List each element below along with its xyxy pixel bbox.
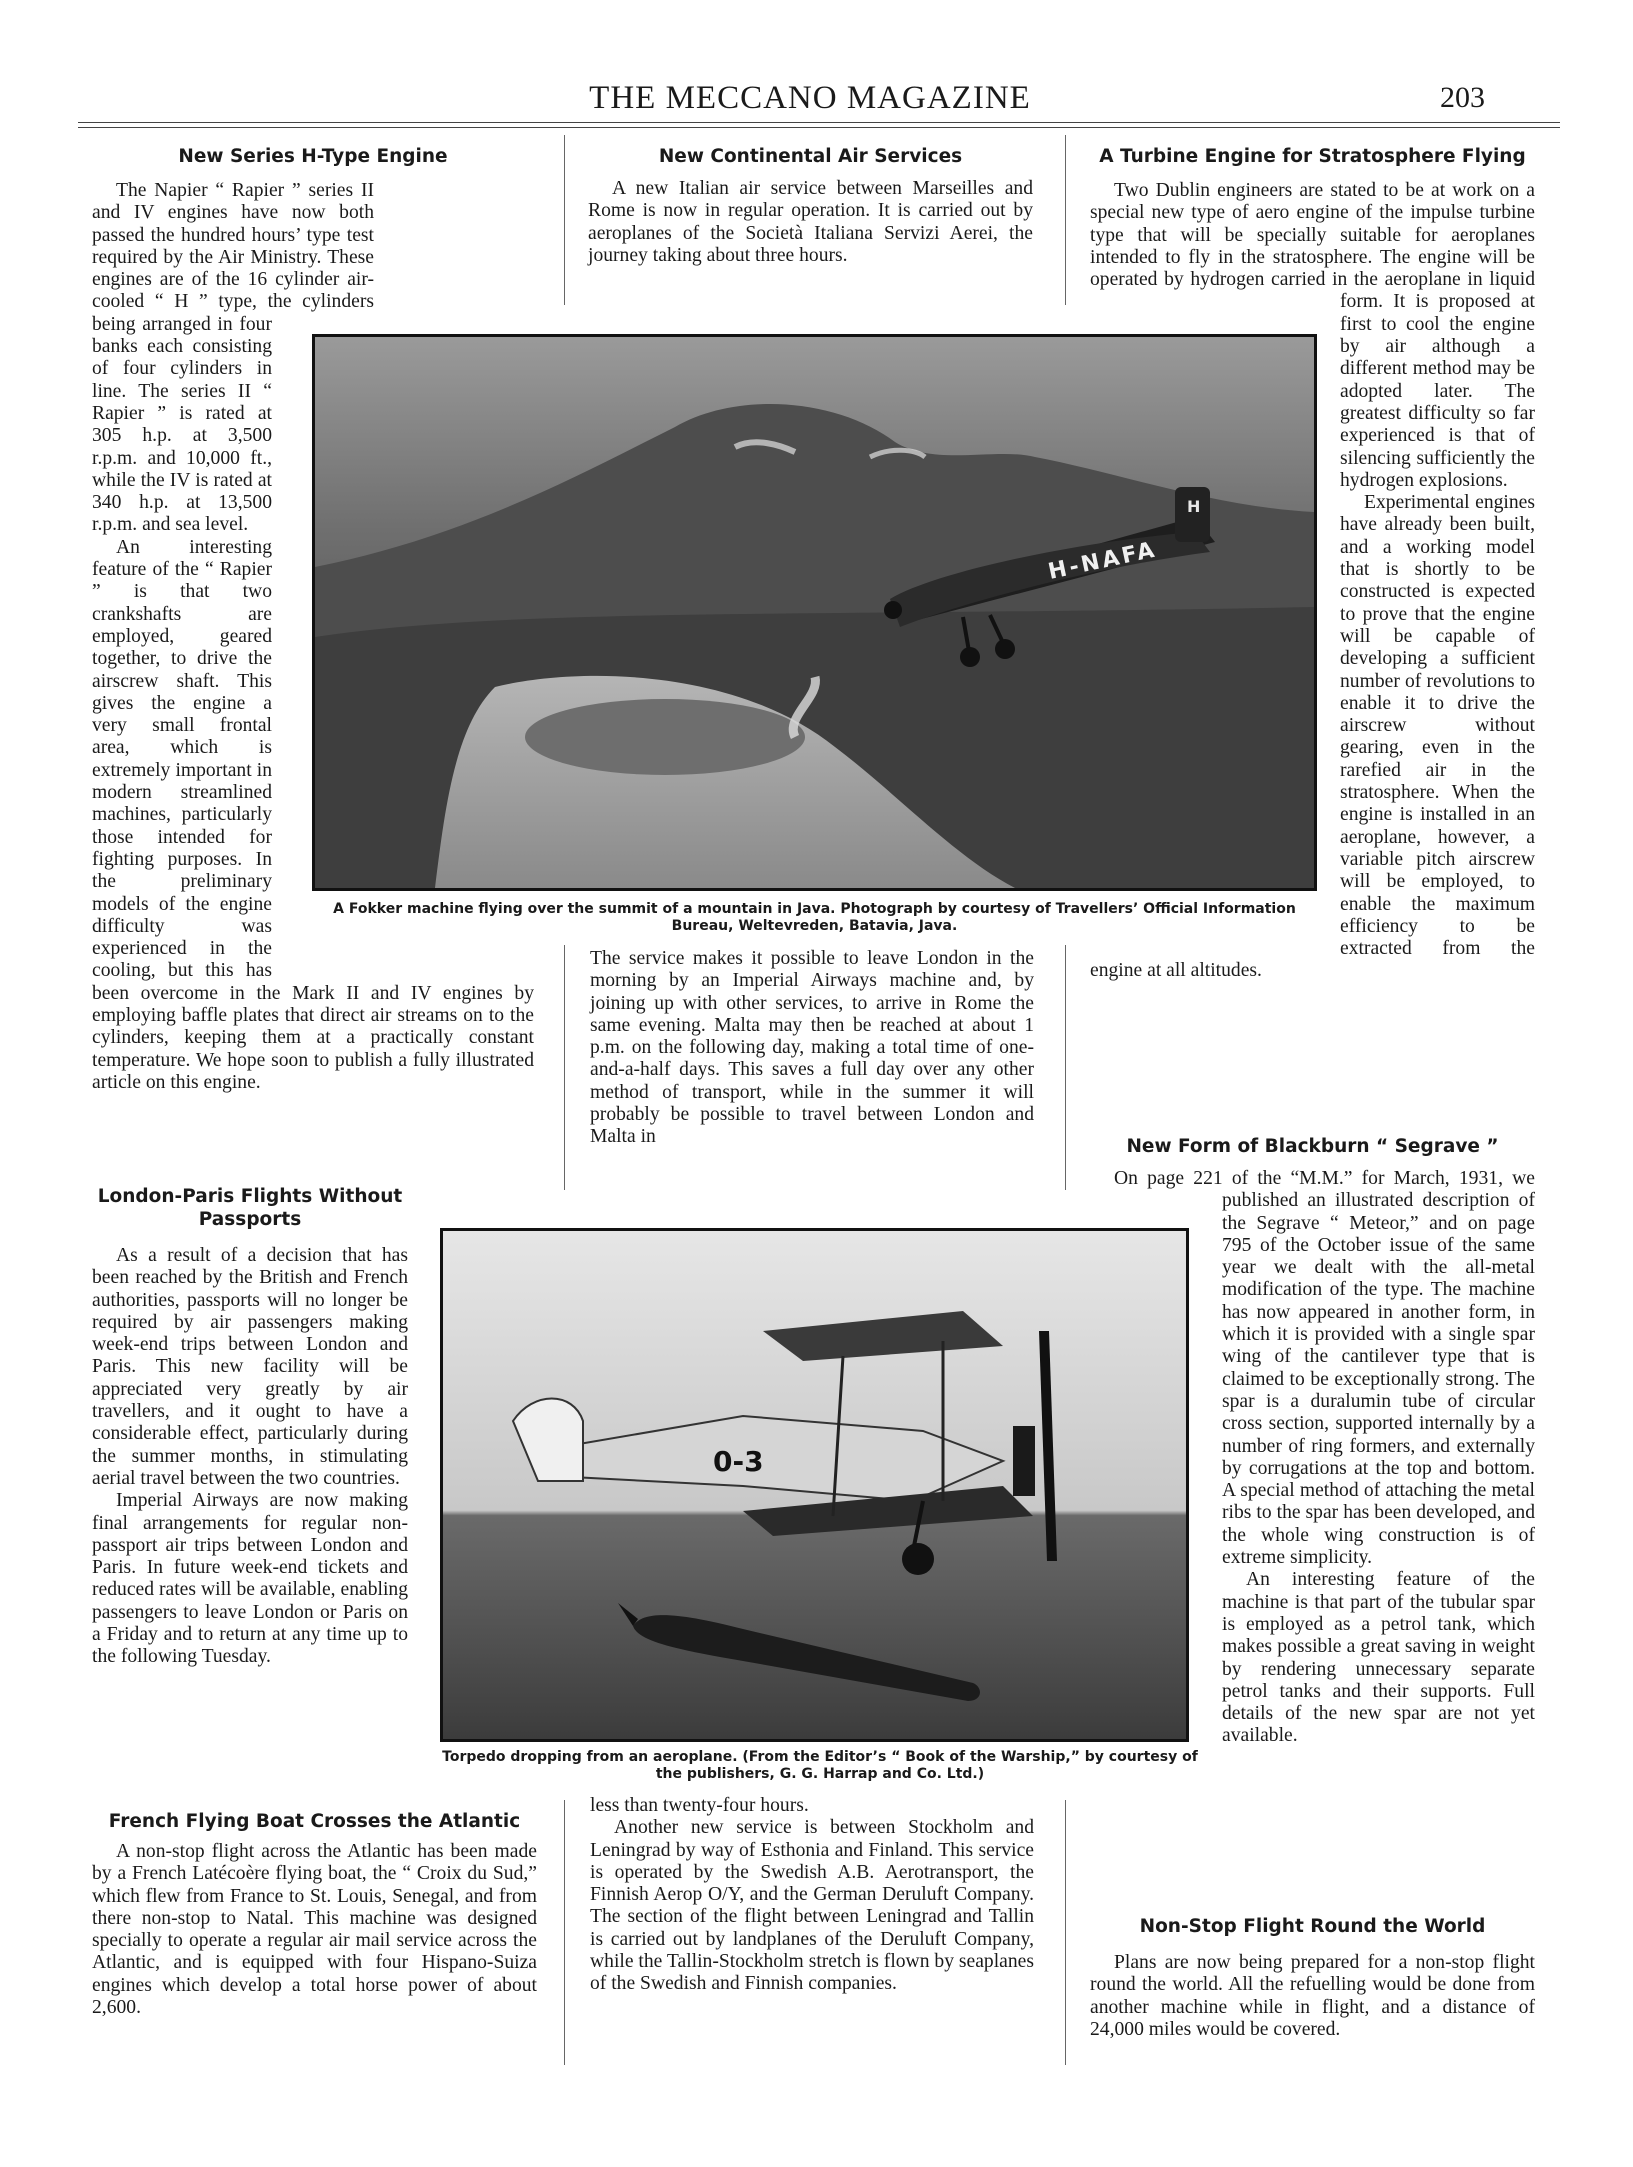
h-type-paragraph-2: An interesting feature of the “ Rapier ” is that two crankshafts are employed, geared together, to drive the airscrew shaft. This gives the engine a very small frontal area, which is extremely important in modern streamlined machines, particularly those intended for fighting purposes. In the preliminary models of the engine difficulty was experienced in the cooling, but this has been overcome in the Mark II and IV engines by employing baffle plates that direct air streams on to the cylinders, keeping them at a practically constant temperature. We hope soon to publish a fully illustrated article on this engine.: [92, 536, 534, 1093]
page-number: 203: [1440, 81, 1485, 114]
continental-paragraph-3: less than twenty-four hours.: [590, 1795, 809, 1816]
java-mountain-image: [315, 337, 1314, 888]
fokker-tail-letter: H: [1187, 497, 1201, 516]
torpedo-image: [443, 1231, 1186, 1739]
turbine-paragraph-1: Two Dublin engineers are stated to be at work on a special new type of aero engine of the impulse turbine type that will be specially suitable for aeroplanes intended to fly in the stratosphere. The engine will be operated by hydrogen carried in the aeroplane in liquid form. It is proposed at first to cool the engine by air although a different method may be adopted later. The greatest difficulty so far experienced is that of silencing sufficiently the hydrogen explosions.: [1090, 180, 1535, 491]
flying-boat-paragraph-1: A non-stop flight across the Atlantic has been made by a French Latécoère flying boat, the “ Croix du Sud,” which flew from France to St. Louis, Senegal, and from there non-stop to Natal. This machine was designed specially to operate a regular air mail service across the Atlantic, and is equipped with four Hispano-Suiza engines which develop a total horse power of about 2,600.: [92, 1841, 537, 2019]
segrave-body: [1090, 1168, 1535, 1788]
article-round-world: [1090, 1915, 1535, 2041]
heading-segrave: New Form of Blackburn “ Segrave ”: [1126, 1136, 1499, 1157]
round-world-paragraph-1: Plans are now being prepared for a non-stop flight round the world. All the refuelling would be done from another machine while in flight, and a distance of 24,000 miles would be covered.: [1090, 1952, 1535, 2040]
column-rule: [1065, 135, 1066, 305]
heading-continental: New Continental Air Services: [658, 146, 963, 167]
fokker-registration: H-NAFA: [1046, 537, 1160, 585]
heading-flying-boat: French Flying Boat Crosses the Atlantic: [108, 1811, 521, 1832]
article-flying-boat: [92, 1810, 537, 2019]
header-rule-bottom: [78, 127, 1560, 128]
segrave-paragraph-2: An interesting feature of the machine is that part of the tubular spar is employed as a petrol tank, which makes possible a great saving in weight by rendering unnecessary separate petrol tanks and their supports. Full details of the new spar are not yet available.: [1222, 1569, 1535, 1747]
column-rule: [564, 135, 565, 305]
article-turbine: [1090, 145, 1535, 168]
column-rule: [1065, 945, 1066, 1190]
column-rule: [564, 945, 565, 1190]
segrave-paragraph-1: On page 221 of the “M.M.” for March, 1931, we published an illustrated description of the Segrave “ Meteor,” and on page 795 of the October issue of the same year we dealt with the all-metal modification of the type. The machine has now appeared in another form, in which it is provided with a single spar wing of the cantilever type that is claimed to be exceptionally strong. The spar is a duralumin tube of circular cross section, supported internally by a number of ring formers, and externally by corrugations at the top and bottom. A special method of attaching the metal ribs to the spar has been developed, and the whole wing construction is of extreme simplicity.: [1114, 1168, 1535, 1569]
passports-paragraph-2: Imperial Airways are now making final arrangements for regular non-passport air trips between London and Paris. In future week-end tickets and reduced rates will be available, enabling passengers to leave London or Paris on a Friday and to return at any time up to the following Tuesday.: [92, 1490, 408, 1668]
column-rule: [1065, 1800, 1066, 2065]
continental-paragraph-4: Another new service is between Stockholm and Leningrad by way of Esthonia and Finland. This service is operated by the Swedish A.B. Aerotransport, the Finnish Aerop O/Y, and the German Deruluft Company. The section of the flight between Leningrad and Tallin is carried out by landplanes of the Deruluft Company, while the Tallin-Stockholm stretch is flown by seaplanes of the Swedish and Finnish companies.: [590, 1817, 1034, 1995]
heading-passports: London-Paris Flights Without Passports: [97, 1186, 403, 1230]
photo-torpedo-drop: [440, 1228, 1189, 1742]
caption-torpedo: Torpedo dropping from an aeroplane. (From the Editor’s “ Book of the Warship,” by courtesy of the publishers, G. G. Harrap and Co. Ltd.): [442, 1749, 1198, 1782]
article-continental: [588, 145, 1033, 267]
continental-paragraph-2: The service makes it possible to leave London in the morning by an Imperial Airways machine and, by joining up with other services, to arrive in Rome the same evening. Malta may then be reached at about 1 p.m. on the following day, making a total time of one-and-a-half days. This saves a full day over any other method of transport, while in the summer it will probably be possible to travel between London and Malta in: [590, 948, 1034, 1148]
continental-paragraph-1: A new Italian air service between Marseilles and Rome is now in regular operation. It is carried out by aeroplanes of the Società Italiana Servizi Aerei, the journey taking about three hours.: [588, 178, 1033, 266]
article-segrave: [1090, 1135, 1535, 1158]
heading-turbine: A Turbine Engine for Stratosphere Flying: [1099, 146, 1526, 167]
article-passports: [92, 1185, 408, 1669]
magazine-title: THE MECCANO MAGAZINE: [589, 80, 1031, 116]
heading-h-type: New Series H-Type Engine: [178, 146, 448, 167]
turbine-paragraph-2: Experimental engines have already been built, and a working model that is shortly to be constructed is expected to prove that the engine will be capable of developing a sufficient number of revolutions to enable it to drive the airscrew without gearing, even in the rarefied air in the stratosphere. When the engine is installed in an aeroplane, however, a variable pitch airscrew will be employed, to enable the maximum efficiency to be extracted from the engine at all altitudes.: [1090, 492, 1535, 982]
h-type-paragraph-1: The Napier “ Rapier ” series II and IV engines have now both passed the hundred hours’ type test required by the Air Ministry. These engines are of the 16 cylinder air-cooled “ H ” type, the cylinders being arranged in four banks each consisting of four cylinders in line. The series II “ Rapier ” is rated at 305 h.p. at 3,500 r.p.m. and 10,000 ft., while the IV is rated at 340 h.p. at 13,500 r.p.m. and sea level.: [92, 180, 374, 536]
continental-continued: [590, 948, 1034, 1149]
header-rule-top: [78, 122, 1560, 123]
heading-round-world: Non-Stop Flight Round the World: [1139, 1916, 1486, 1937]
caption-java: A Fokker machine flying over the summit of a mountain in Java. Photograph by courtesy of Travellers’ Official Information Bureau, Weltevreden, Batavia, Java.: [333, 901, 1296, 934]
photo-java-fokker: [312, 334, 1317, 891]
biplane-registration: 0-3: [713, 1445, 764, 1478]
column-rule: [564, 1800, 565, 2065]
article-h-type: [92, 145, 534, 168]
continental-bottom: [590, 1795, 1034, 1996]
masthead: [0, 78, 1633, 118]
passports-paragraph-1: As a result of a decision that has been reached by the British and French authorities, passports will no longer be required by air passengers making week-end trips between London and Paris. This new facility will be appreciated very greatly by air travellers, and it ought to have a considerable effect, particularly during the summer months, in stimulating aerial travel between the two countries.: [92, 1245, 408, 1489]
